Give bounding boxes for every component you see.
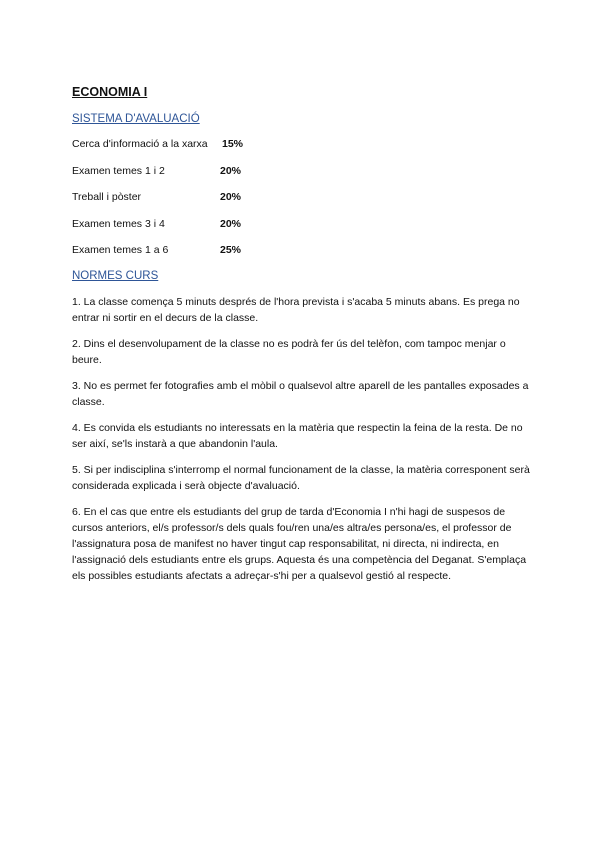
- assessment-item: [72, 164, 532, 178]
- assessment-item-weight: 20%: [220, 217, 242, 230]
- rule-paragraph: 5. Si per indisciplina s'interromp el normal funcionament de la classe, la matèria corresponent serà considerada explicada i serà objecte d'avaluació.: [72, 463, 530, 492]
- rules-list: [72, 294, 532, 584]
- assessment-item-weight: 25%: [220, 244, 242, 257]
- rule-paragraph: 1. La classe comença 5 minuts després de l'hora prevista i s'acaba 5 minuts abans. Es prega no entrar ni sortir en el decurs de la classe.: [72, 295, 520, 324]
- assessment-heading: SISTEMA D'AVALUACIÓ: [72, 113, 200, 125]
- assessment-item: [72, 137, 532, 151]
- document-page: [72, 84, 532, 594]
- rule-paragraph: 3. No es permet fer fotografies amb el mòbil o qualsevol altre aparell de les pantalles exposades a classe.: [72, 379, 529, 408]
- assessment-item-weight: 20%: [220, 164, 242, 177]
- assessment-item-label: Examen temes 1 i 2: [72, 164, 165, 177]
- rule-paragraph: 4. Es convida els estudiants no interessats en la matèria que respectin la feina de la resta. De no ser així, se'ls instarà a que abandonin l'aula.: [72, 421, 523, 450]
- assessment-item-label: Cerca d'informació a la xarxa: [72, 138, 208, 150]
- assessment-item: [72, 190, 532, 204]
- assessment-item: [72, 217, 532, 231]
- assessment-item-label: Treball i pòster: [72, 191, 142, 204]
- assessment-item: [72, 243, 532, 257]
- page-title: ECONOMIA I: [72, 85, 148, 99]
- assessment-item-weight: 20%: [220, 191, 242, 204]
- assessment-list: [72, 137, 532, 257]
- rules-heading: NORMES CURS: [72, 269, 159, 282]
- assessment-item-label: Examen temes 3 i 4: [72, 217, 165, 230]
- rule-paragraph: 2. Dins el desenvolupament de la classe no es podrà fer ús del telèfon, com tampoc menjar o beure.: [72, 337, 506, 366]
- assessment-item-weight: 15%: [222, 138, 244, 150]
- assessment-item-label: Examen temes 1 a 6: [72, 244, 169, 257]
- rule-paragraph: 6. En el cas que entre els estudiants del grup de tarda d'Economia I n'hi hagi de suspesos de cursos anteriors, el/s professor/s dels quals fou/ren una/es altra/es persona/es, el professor de l'assignatura posa de manifest no haver tingut cap responsabilitat, ni directa, ni indirecta, en l'assignació dels estudiants entre els grups. Aquesta és una competència del Deganat. S'emplaça els possibles estudiants afectats a adreçar-s'hi per a qualsevol gestió al respecte.: [72, 505, 527, 582]
